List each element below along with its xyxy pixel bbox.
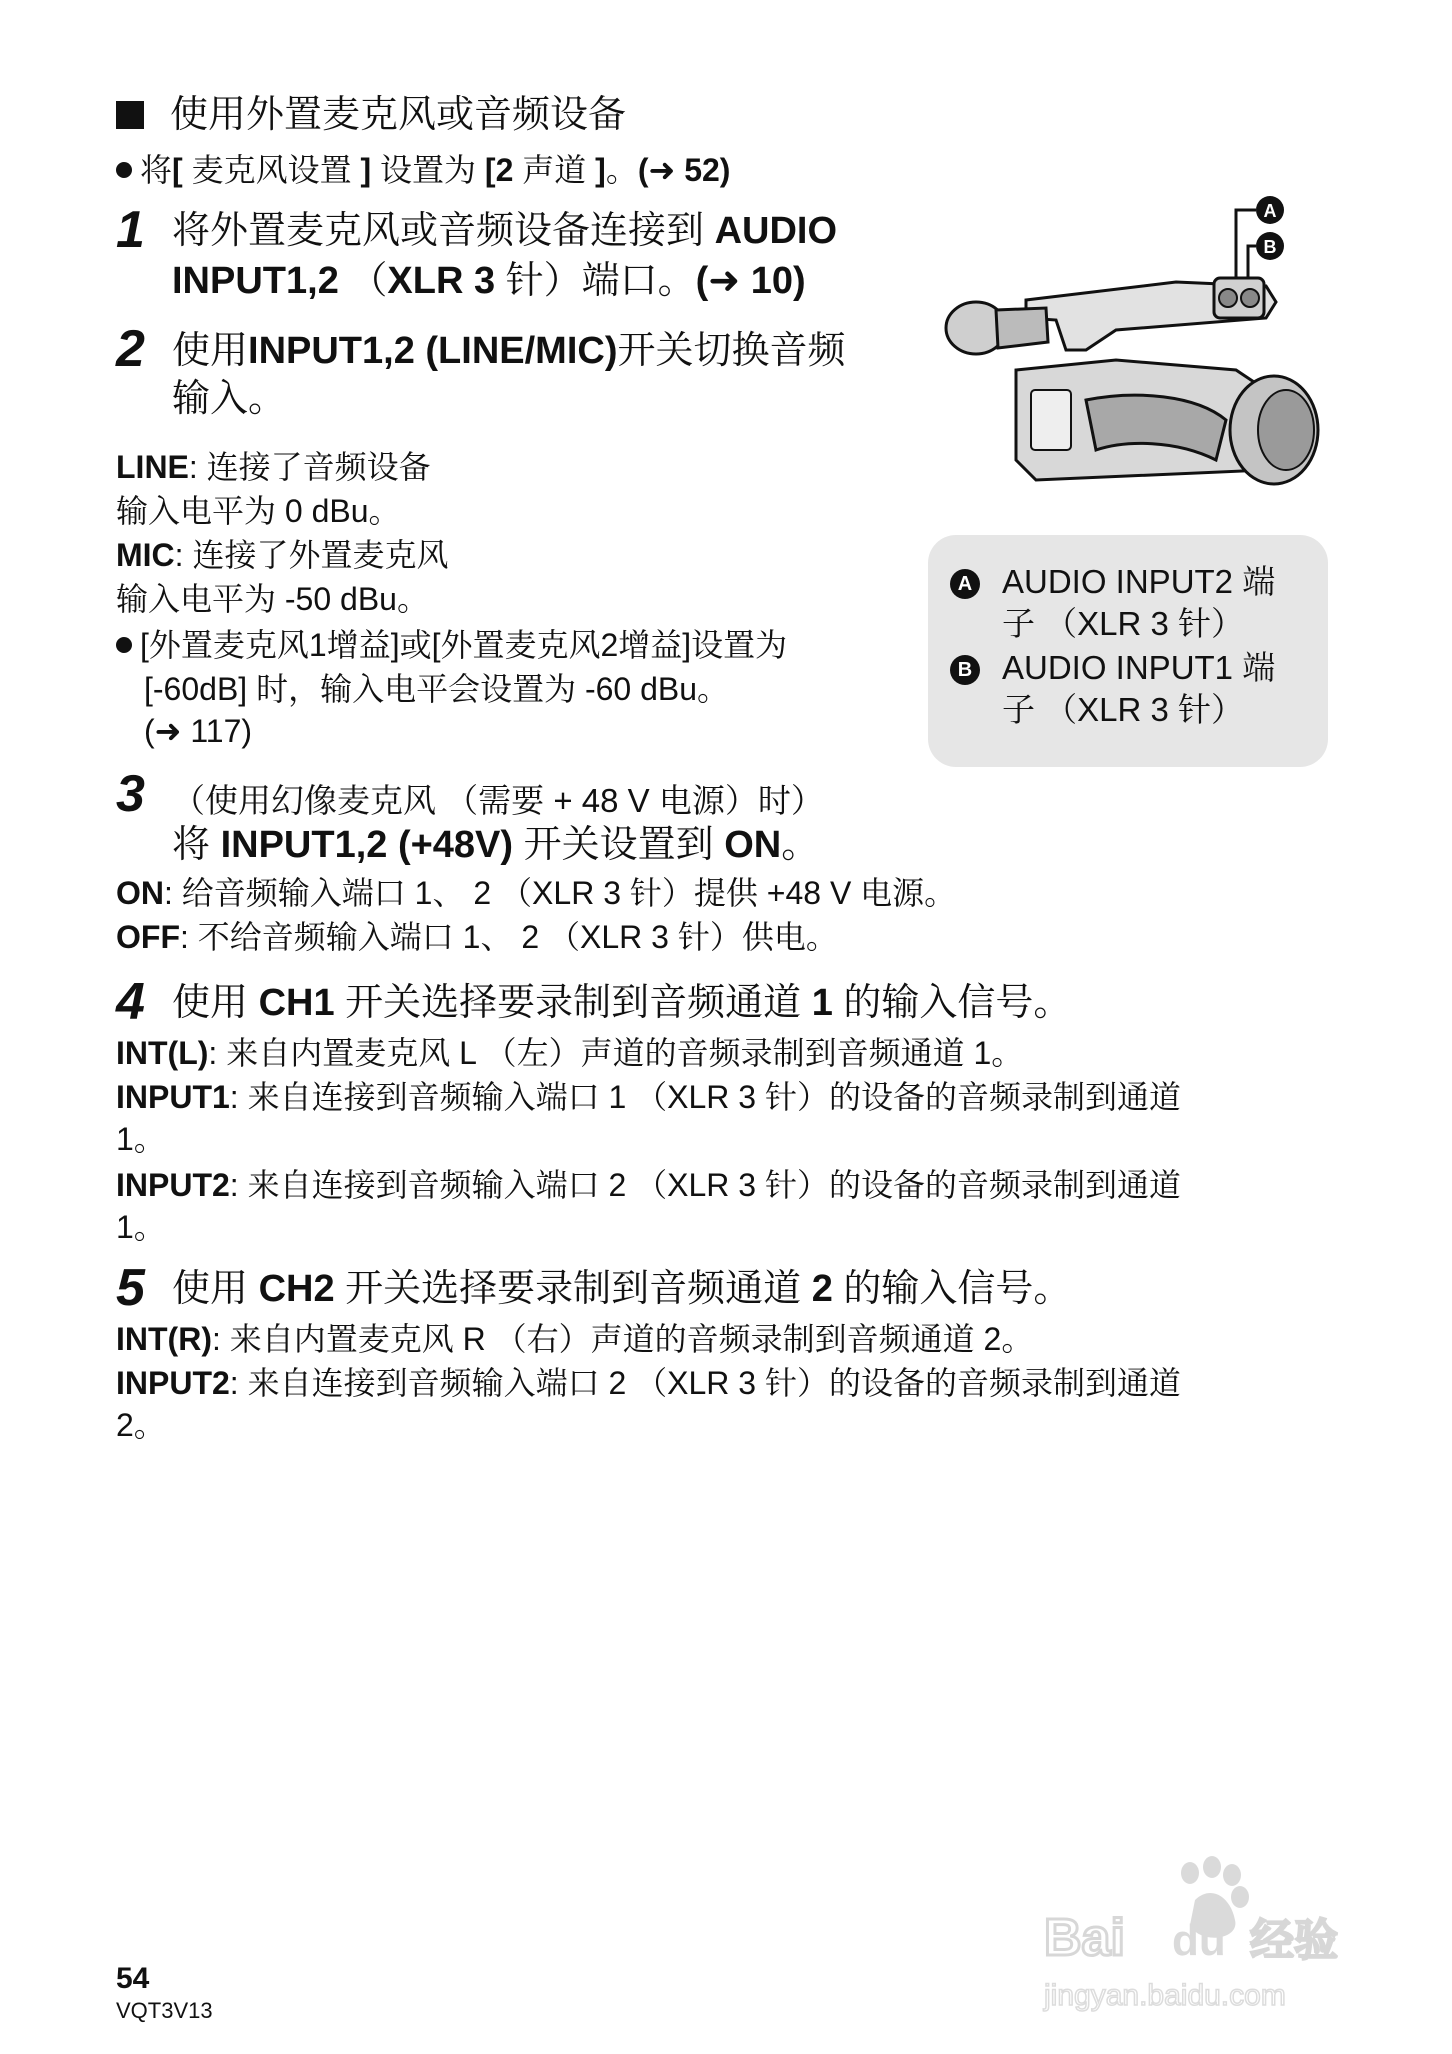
page-number: 54 <box>116 1962 150 1995</box>
legend-item-b: B AUDIO INPUT1 端 子 （XLR 3 针） <box>950 647 1275 731</box>
callout-b-letter: B <box>1263 237 1277 257</box>
input2-description: INPUT2: 来自连接到音频输入端口 2 （XLR 3 针）的设备的音频录制到通道 <box>116 1167 1181 1203</box>
legend-a-marker: A <box>950 569 980 599</box>
section-title-text: 使用外置麦克风或音频设备 <box>170 94 627 136</box>
document-code: VQT3V13 <box>116 1998 213 2023</box>
step-1-line-2: INPUT1,2 （XLR 3 针）端口。(➜ 10) <box>172 260 806 302</box>
section-title <box>116 92 626 138</box>
step-1-number: 1 <box>116 201 145 259</box>
line-description: LINE: 连接了音频设备 <box>116 449 431 485</box>
camcorder-illustration <box>936 190 1346 490</box>
legend-item-a: A AUDIO INPUT2 端 子 （XLR 3 针） <box>950 561 1275 645</box>
watermark-jingyan: 经验 <box>1250 1915 1338 1966</box>
line-level: 输入电平为 0 dBu。 <box>116 493 401 529</box>
step-3-line-2: 将 INPUT1,2 (+48V) 开关设置到 ON。 <box>172 824 820 866</box>
legend-b-marker: B <box>950 655 980 685</box>
watermark-brand: Bai <box>1044 1909 1125 1967</box>
watermark-url: jingyan.baidu.com <box>1044 1979 1286 2012</box>
step-5-number: 5 <box>116 1259 145 1317</box>
intro-note: 将[ 麦克风设置 ] 设置为 [2 声道 ]。(➜ 52) <box>116 150 730 190</box>
step-2-line-2: 输入。 <box>172 378 287 420</box>
step-2-number: 2 <box>116 320 145 378</box>
mic-level: 输入电平为 -50 dBu。 <box>116 581 429 617</box>
callout-a-letter: A <box>1263 201 1277 221</box>
step5-input2-description: INPUT2: 来自连接到音频输入端口 2 （XLR 3 针）的设备的音频录制到通道 <box>116 1365 1181 1401</box>
square-bullet-icon <box>116 101 144 129</box>
int-r-description: INT(R): 来自内置麦克风 R （右）声道的音频录制到音频通道 2。 <box>116 1321 1034 1357</box>
gain-note-line-2: [-60dB] 时，输入电平会设置为 -60 dBu。 <box>144 671 730 707</box>
step-5-line: 使用 CH2 开关选择要录制到音频通道 2 的输入信号。 <box>172 1268 1072 1310</box>
mic-description: MIC: 连接了外置麦克风 <box>116 537 449 573</box>
gain-note-line-3: (➜ 117) <box>144 713 253 749</box>
input2-wrap: 1。 <box>116 1209 166 1245</box>
watermark-brand-2: du <box>1172 1916 1226 1965</box>
legend-box <box>928 535 1328 767</box>
bullet-dot-icon <box>116 162 132 178</box>
step-3-number: 3 <box>116 765 145 823</box>
gain-note-line-1: [外置麦克风1增益]或[外置麦克风2增益]设置为 <box>116 624 787 666</box>
step-4-line: 使用 CH1 开关选择要录制到音频通道 1 的输入信号。 <box>172 982 1072 1024</box>
bullet-dot-icon <box>116 637 132 653</box>
step5-input2-wrap: 2。 <box>116 1407 166 1443</box>
input1-description: INPUT1: 来自连接到音频输入端口 1 （XLR 3 针）的设备的音频录制到通道 <box>116 1079 1181 1115</box>
step-3-condition: （使用幻像麦克风 （需要 + 48 V 电源）时） <box>172 782 824 819</box>
on-description: ON: 给音频输入端口 1、 2 （XLR 3 针）提供 +48 V 电源。 <box>116 875 957 911</box>
step-4-number: 4 <box>116 973 145 1031</box>
int-l-description: INT(L): 来自内置麦克风 L （左）声道的音频录制到音频通道 1。 <box>116 1035 1024 1071</box>
input1-wrap: 1。 <box>116 1121 166 1157</box>
step-1-line-1: 将外置麦克风或音频设备连接到 AUDIO <box>172 210 838 252</box>
step-2-line-1: 使用INPUT1,2 (LINE/MIC)开关切换音频 <box>172 330 846 372</box>
baidu-watermark-logo <box>1040 1855 1370 2025</box>
off-description: OFF: 不给音频输入端口 1、 2 （XLR 3 针）供电。 <box>116 919 838 955</box>
